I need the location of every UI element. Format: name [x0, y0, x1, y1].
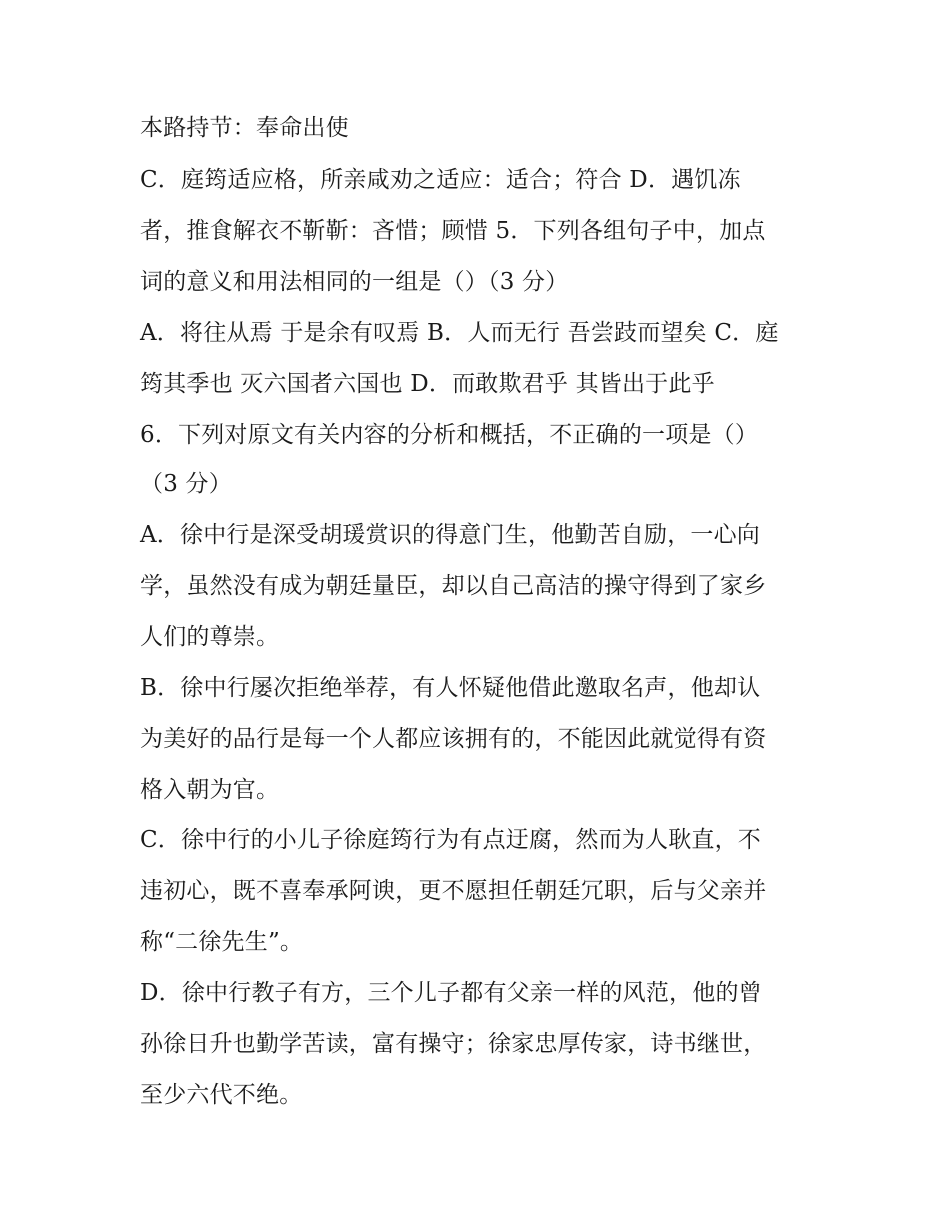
text-line: 格入朝为官。: [140, 777, 280, 803]
text-line: 称“二徐先生”。: [140, 929, 304, 955]
text-line: 者，推食解衣不靳靳：吝惜；顾惜 5．下列各组句子中，加点: [140, 218, 766, 244]
text-line: C．徐中行的小儿子徐庭筠行为有点迂腐，然而为人耿直，不: [140, 827, 761, 853]
text-line: 违初心，既不喜奉承阿谀，更不愿担任朝廷冗职，后与父亲并: [140, 878, 767, 904]
text-line: 6．下列对原文有关内容的分析和概括，不正确的一项是（）: [140, 422, 759, 448]
text-line: 人们的尊崇。: [140, 624, 280, 650]
text-line: D．徐中行教子有方，三个儿子都有父亲一样的风范，他的曾: [140, 980, 762, 1006]
text-line: A．徐中行是深受胡瑗赏识的得意门生，他勤苦自励，一心向: [140, 522, 761, 548]
text-line: 为美好的品行是每一个人都应该拥有的，不能因此就觉得有资: [140, 726, 767, 752]
text-line: 至少六代不绝。: [140, 1082, 303, 1108]
text-line: 学，虽然没有成为朝廷量臣，却以自己高洁的操守得到了家乡: [140, 573, 767, 599]
text-line: 筠其季也 灭六国者六国也 D．而敢欺君乎 其皆出于此乎: [140, 371, 715, 397]
text-line: 孙徐日升也勤学苦读，富有操守；徐家忠厚传家，诗书继世，: [140, 1031, 767, 1057]
text-line: C．庭筠适应格，所亲咸劝之适应：适合；符合 D．遇饥冻: [140, 167, 741, 193]
text-line: B．徐中行屡次拒绝举荐，有人怀疑他借此邀取名声，他却认: [140, 675, 761, 701]
text-line: 词的意义和用法相同的一组是（）（3 分）: [140, 269, 569, 295]
text-line: A．将往从焉 于是余有叹焉 B．人而无行 吾尝跂而望矣 C．庭: [140, 320, 779, 346]
text-line: （3 分）: [140, 471, 232, 497]
text-line: 本路持节：奉命出使: [140, 115, 349, 141]
